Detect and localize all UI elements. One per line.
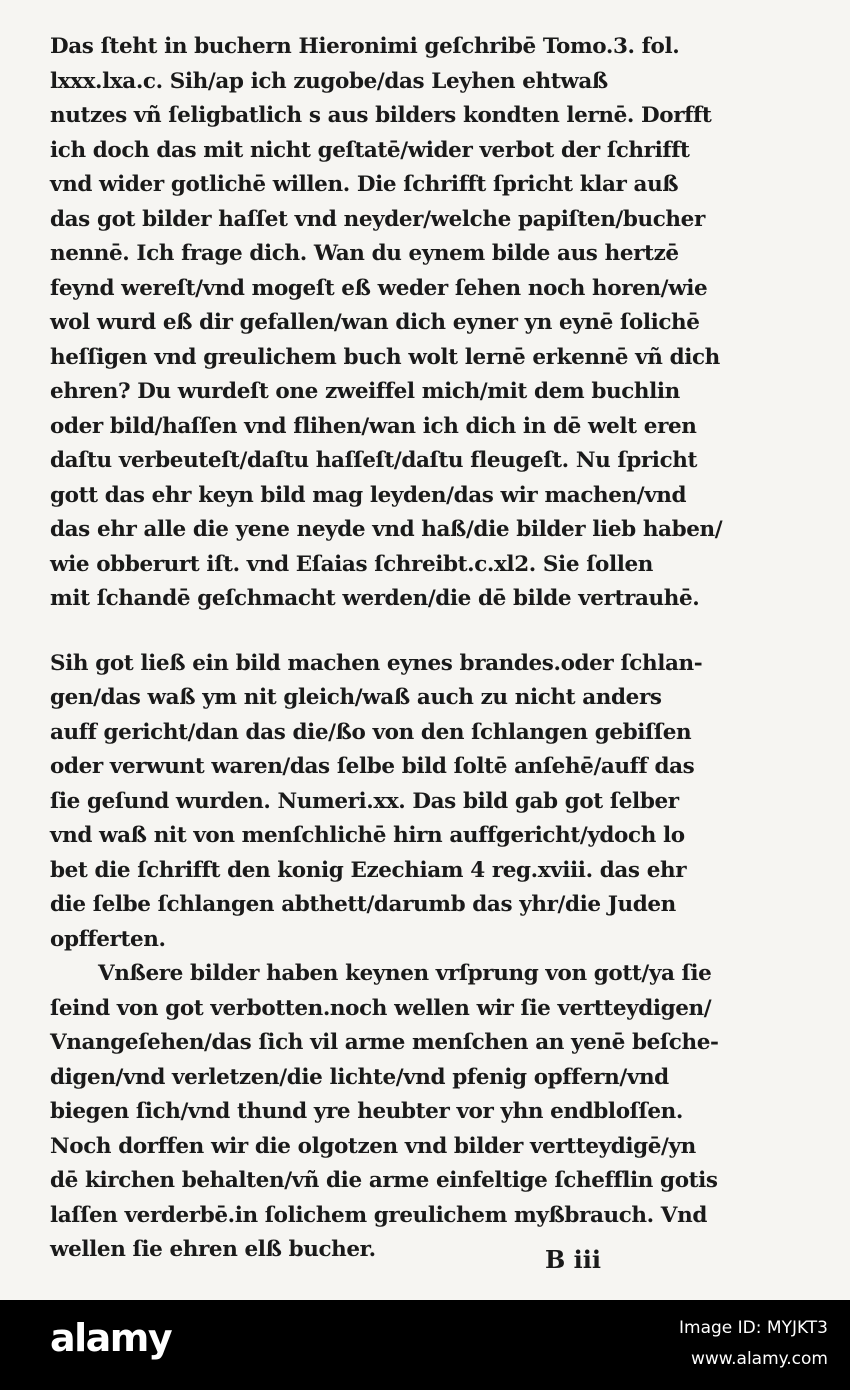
text-line: gott das ehr keyn bild mag leyden/das wir machen/vnd — [50, 482, 687, 508]
text-line: wellen ſie ehren elß bucher. — [50, 1237, 376, 1262]
signature-mark: B iii — [545, 1245, 601, 1274]
text-line: oder bild/haſſen vnd flihen/wan ich dich in dē welt eren — [50, 413, 697, 439]
paragraph-3 — [50, 957, 810, 1268]
text-line: bet die ſchrifft den konig Ezechiam 4 reg.xviii. das ehr — [50, 857, 687, 883]
text-line: nutzes vñ ſeligbatlich s aus bilders kondten lernē. Dorfft — [50, 103, 712, 128]
text-line: Vnßere bilder haben keynen vrſprung von gott/ya ſie — [98, 961, 712, 986]
text-line: opfferten. — [50, 926, 166, 952]
text-line: das ehr alle die yene neyde vnd haß/die bilder lieb haben/ — [50, 517, 723, 542]
image-id-label: Image ID: MYJKT3 — [679, 1318, 828, 1338]
text-line: wie obberurt iſt. vnd Eſaias ſchreibt.c.xl2. Sie ſollen — [50, 551, 654, 577]
text-line: biegen ſich/vnd thund yre heubter vor yhn endbloſſen. — [50, 1099, 683, 1124]
text-line: lxxx.lxa.c. Sih/ap ich zugobe/das Leyhen ehtwaß — [50, 68, 608, 94]
text-line: ehren? Du wurdeſt one zweiffel mich/mit dem buchlin — [50, 379, 680, 404]
brand-logo: alamy — [50, 1316, 172, 1360]
text-line: Das ſteht in buchern Hieronimi geſchribē Tomo.3. fol. — [50, 34, 680, 59]
text-line: mit ſchandē geſchmacht werden/die dē bilde vertrauhē. — [50, 586, 700, 611]
text-line: vnd waß nit von menſchlichē hirn auffgericht/ydoch lo — [50, 823, 685, 848]
text-line: Noch dorffen wir die olgotzen vnd bilder vertteydigē/yn — [50, 1133, 696, 1159]
text-line: die ſelbe ſchlangen abthett/darumb das yhr/die Juden — [50, 892, 676, 917]
text-line: daſtu verbeuteſt/daſtu haſſeſt/daſtu fleugeſt. Nu ſpricht — [50, 448, 698, 473]
text-line: vnd wider gotlichē willen. Die ſchrifft ſpricht klar auß — [50, 172, 679, 197]
paragraph-2 — [50, 647, 810, 958]
text-line: Sih got ließ ein bild machen eynes brandes.oder ſchlan- — [50, 650, 703, 676]
text-line: digen/vnd verletzen/die lichte/vnd pfenig opffern/vnd — [50, 1064, 669, 1090]
text-line: auff gericht/dan das die/ßo von den ſchlangen gebiſſen — [50, 719, 692, 745]
paragraph-1 — [50, 30, 810, 617]
text-line: ſie geſund wurden. Numeri.xx. Das bild gab got ſelber — [50, 788, 679, 814]
text-line: ſeind von got verbotten.noch wellen wir ſie vertteydigen/ — [50, 995, 712, 1021]
body-text — [50, 30, 810, 1268]
text-line: heſſigen vnd greulichem buch wolt lernē erkennē vñ dich — [50, 344, 720, 370]
text-line: laſſen verderbē.in ſolichem greulichem myßbrauch. Vnd — [50, 1202, 707, 1228]
text-line: nennē. Ich frage dich. Wan du eynem bilde aus hertzē — [50, 241, 679, 266]
text-line: das got bilder haſſet vnd neyder/welche papiſten/bucher — [50, 206, 705, 232]
text-line: dē kirchen behalten/vñ die arme einfeltige ſchefflin gotis — [50, 1168, 718, 1193]
text-line: oder verwunt waren/das ſelbe bild ſoltē anſehē/auff das — [50, 754, 695, 779]
text-line: feynd wereſt/vnd mogeſt eß weder ſehen noch horen/wie — [50, 275, 708, 301]
text-line: wol wurd eß dir gefallen/wan dich eyner yn eynē ſolichē — [50, 310, 700, 335]
text-line: Vnangeſehen/das ſich vil arme menſchen an yenē beſche- — [50, 1030, 719, 1055]
site-url: www.alamy.com — [690, 1349, 828, 1369]
text-line: ich doch das mit nicht geſtatē/wider verbot der ſchrifft — [50, 137, 690, 163]
text-line: gen/das waß ym nit gleich/waß auch zu nicht anders — [50, 685, 662, 710]
